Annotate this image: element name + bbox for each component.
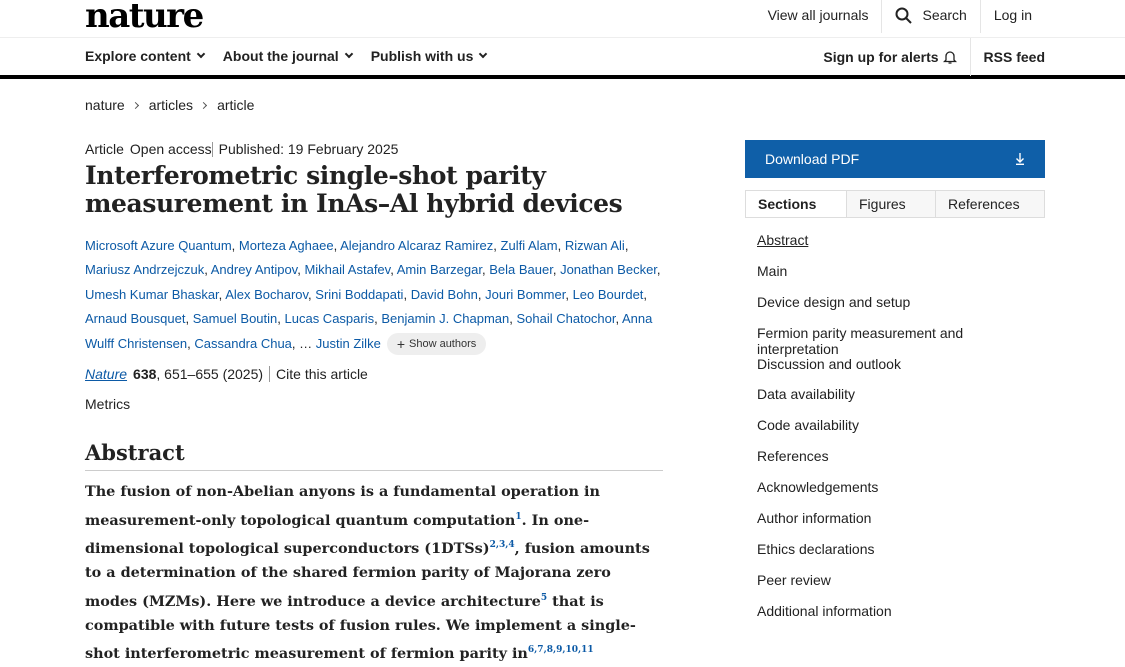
show-authors-label: Show authors [409, 337, 477, 350]
citation-line [85, 366, 665, 382]
chevron-right-icon [132, 101, 139, 108]
author-link[interactable]: Alex Bocharov [225, 286, 309, 302]
published-date: Published: 19 February 2025 [212, 142, 405, 157]
breadcrumb [85, 97, 254, 113]
section-link[interactable]: Ethics declarations [757, 540, 875, 557]
author-link[interactable]: Jouri Bommer [485, 286, 566, 302]
sidebar-tabs [745, 190, 1045, 218]
search-button[interactable] [881, 0, 979, 33]
author-link[interactable]: Zulfi Alam [500, 238, 558, 253]
author-link[interactable]: Amin Barzegar [396, 262, 482, 278]
section-link[interactable]: Author information [757, 510, 872, 527]
chevron-right-icon [200, 101, 207, 108]
section-link[interactable]: Code availability [757, 417, 859, 434]
publish-with-us-menu[interactable] [371, 48, 487, 64]
author-link[interactable]: Mikhail Astafev [304, 262, 391, 278]
nav-menu [85, 48, 505, 64]
pages: , 651–655 (2025) [156, 366, 264, 383]
tab-references[interactable]: References [935, 191, 1044, 217]
journal-link[interactable]: Nature [85, 366, 128, 383]
plus-icon: + [396, 335, 405, 352]
section-link[interactable]: Data availability [757, 386, 856, 403]
top-bar [0, 0, 1125, 36]
author-ellipsis: … [299, 335, 313, 351]
author-link[interactable]: David Bohn [410, 286, 478, 302]
reference-link[interactable]: 6,7,8,9,10,11 [527, 645, 594, 656]
author-link[interactable]: Sohail Chatochor [516, 311, 616, 327]
main-nav [0, 37, 1125, 79]
about-journal-menu[interactable] [223, 48, 352, 64]
search-label: Search [922, 7, 967, 23]
reference-link[interactable]: 5 [540, 592, 548, 603]
author-link[interactable]: Mariusz Andrzejczuk [85, 262, 205, 278]
abstract-heading: Abstract [85, 440, 663, 471]
section-link[interactable]: Discussion and outlook [757, 355, 901, 372]
sign-up-alerts-label: Sign up for alerts [823, 49, 939, 65]
sign-up-alerts-link[interactable] [810, 38, 969, 76]
explore-content-label: Explore content [85, 48, 191, 64]
search-icon [895, 7, 912, 24]
author-link[interactable]: Leo Bourdet [572, 286, 644, 302]
section-link[interactable]: Abstract [757, 232, 809, 248]
author-link[interactable]: Cassandra Chua [194, 335, 292, 351]
abstract-part-3: , fusion amounts to a determination of the shared fermion parity of Majorana zero modes (MZMs). Here we introduce a device architecture [85, 539, 650, 610]
abstract-part-2: . In one-dimensional topological superconductors (1DTSs) [85, 511, 590, 557]
breadcrumb-article: article [217, 97, 255, 113]
nav-right [810, 38, 1045, 76]
author-link[interactable]: Jonathan Becker [560, 262, 657, 278]
section-link[interactable]: Peer review [757, 571, 831, 588]
section-link[interactable]: Main [757, 262, 788, 279]
author-list: Microsoft Azure Quantum, Morteza Aghaee, Alejandro Alcaraz Ramirez, Zulfi Alam, Rizwan Ali, Mariusz Andrzejczuk, Andrey Antipov, Mikhail Astafev, Amin Barzegar, Bela Bauer, Jonathan Becker, Umesh Kumar Bhaskar, Alex Bocharov, Srini Boddapati, David Bohn, Jouri Bommer, Leo Bourdet, Arnaud Bousquet, Samuel Boutin, Lucas Casparis, Benjamin J. Chapman, Sohail Chatochor, Anna Wulff Christensen, Cassandra Chua, … Justin Zilke + Show authors [85, 234, 665, 356]
download-icon [1015, 153, 1025, 165]
top-links [755, 0, 1045, 30]
section-link[interactable]: Fermion parity measurement and interpretation [757, 324, 964, 357]
open-access-link[interactable]: Open access [129, 141, 212, 157]
tab-figures[interactable]: Figures [846, 191, 935, 217]
author-link[interactable]: Umesh Kumar Bhaskar [85, 286, 219, 302]
publish-with-us-label: Publish with us [370, 48, 474, 64]
author-link[interactable]: Anna Wulff Christensen [85, 311, 653, 351]
author-link[interactable]: Justin Zilke [315, 335, 381, 351]
show-authors-button[interactable] [387, 333, 486, 355]
abstract-part-1: The fusion of non-Abelian anyons is a fundamental operation in measurement-only topological quantum computation [85, 483, 600, 529]
download-pdf-label: Download PDF [765, 151, 860, 167]
about-journal-label: About the journal [222, 48, 339, 64]
author-link[interactable]: Srini Boddapati [315, 286, 404, 302]
author-link[interactable]: Samuel Boutin [192, 311, 278, 327]
reference-link[interactable]: 1 [515, 511, 522, 522]
section-link[interactable]: Additional information [757, 602, 892, 619]
nature-logo[interactable]: nature [85, 0, 203, 36]
section-list [745, 232, 1045, 634]
abstract-part-4: that is compatible with future tests of fusion rules. We implement a single-shot interferometric measurement of fermion parity in [85, 592, 636, 663]
chevron-down-icon [344, 50, 352, 58]
author-link[interactable]: Arnaud Bousquet [85, 311, 186, 327]
author-link[interactable]: Bela Bauer [489, 262, 553, 278]
tab-sections[interactable]: Sections [746, 191, 846, 217]
article-title: Interferometric single-shot parity measurement in InAs–Al hybrid devices [85, 161, 623, 218]
author-link[interactable]: Alejandro Alcaraz Ramirez [340, 238, 494, 253]
article-meta [85, 140, 665, 158]
explore-content-menu[interactable] [85, 48, 204, 64]
chevron-down-icon [479, 50, 487, 58]
author-link[interactable]: Morteza Aghaee [238, 238, 334, 253]
section-link[interactable]: References [757, 448, 829, 465]
sidebar [745, 140, 1045, 634]
chevron-down-icon [197, 50, 205, 58]
section-link[interactable]: Acknowledgements [757, 479, 879, 496]
breadcrumb-nature[interactable]: nature [85, 97, 125, 113]
author-link[interactable]: Andrey Antipov [210, 262, 298, 278]
abstract-text [85, 480, 665, 667]
download-pdf-button[interactable] [745, 140, 1045, 178]
rss-feed-link[interactable]: RSS feed [970, 38, 1045, 76]
author-link[interactable]: Rizwan Ali [564, 238, 625, 253]
view-all-journals-link[interactable]: View all journals [767, 7, 869, 23]
cite-article-link[interactable]: Cite this article [269, 366, 368, 382]
author-link[interactable]: Lucas Casparis [284, 311, 375, 327]
article-main [85, 140, 665, 667]
metrics-link[interactable]: Metrics [85, 396, 131, 413]
volume: 638 [133, 366, 157, 383]
bell-icon [943, 50, 957, 64]
author-link[interactable]: Benjamin J. Chapman [381, 311, 510, 327]
author-link[interactable]: Microsoft Azure Quantum [85, 238, 232, 253]
breadcrumb-articles[interactable]: articles [148, 97, 194, 113]
section-link[interactable]: Device design and setup [757, 293, 911, 310]
reference-link[interactable]: 2,3,4 [489, 539, 515, 550]
log-in-link[interactable]: Log in [980, 0, 1045, 33]
article-type: Article [85, 140, 124, 157]
